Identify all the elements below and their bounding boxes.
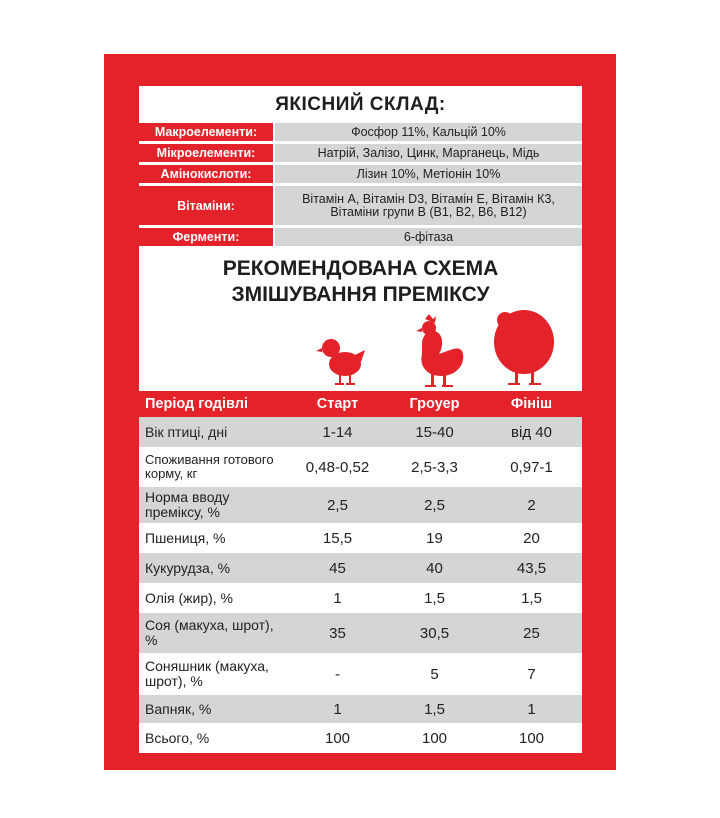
column-header-start: Старт [316,396,359,412]
content-panel [139,86,582,747]
composition-value: 6-фітаза [275,228,582,246]
row-label: Соняшник (макуха, шрот), % [145,658,269,689]
scheme-title-line1: РЕКОМЕНДОВАНА СХЕМА [222,257,499,280]
table-cell: - [335,665,340,683]
table-cell: 1,5 [424,589,445,607]
birds-illustration [139,304,582,390]
table-cell: 100 [421,729,448,747]
table-row [139,583,582,613]
hen-icon [416,314,463,387]
composition-row-enzymes [139,228,582,246]
table-row [139,487,582,523]
table-cell: 100 [324,729,351,747]
table-cell: 45 [329,559,346,577]
row-label: Пшениця, % [145,529,226,546]
row-label: Кукурудза, % [145,559,231,576]
table-row [139,553,582,583]
table-cell: 2 [527,496,536,514]
composition-label: Вітаміни: [139,186,273,225]
row-label: Норма вводу преміксу, % [145,489,230,520]
table-cell: 5 [430,665,439,683]
composition-value: Лізин 10%, Метіонін 10% [275,165,582,183]
composition-label: Амінокислоти: [139,165,273,183]
table-row [139,723,582,753]
row-label: Вапняк, % [145,700,212,717]
table-cell: 2,5 [424,496,445,514]
scheme-title-line2: ЗМІШУВАННЯ ПРЕМІКСУ [231,283,490,306]
table-row [139,653,582,695]
table-cell: 100 [518,729,545,747]
turkey-icon [494,310,554,385]
table-row [139,695,582,723]
row-label: Споживання готового корму, кг [145,452,274,481]
table-cell: 19 [426,529,443,547]
row-label: Олія (жир), % [145,589,234,606]
column-header-grower: Гроуер [409,396,460,412]
composition-title: ЯКІСНИЙ СКЛАД: [275,94,446,115]
composition-value: Натрій, Залізо, Цинк, Марганець, Мідь [275,144,582,162]
row-label: Всього, % [145,729,210,746]
table-cell: 2,5-3,3 [411,458,458,476]
table-cell: 1 [333,589,342,607]
table-cell: від 40 [511,423,552,441]
table-row [139,613,582,653]
table-cell: 15-40 [415,423,454,441]
composition-label: Мікроелементи: [139,144,273,162]
table-cell: 0,97-1 [510,458,553,476]
table-cell: 1,5 [521,589,542,607]
composition-row-micro [139,144,582,162]
composition-row-amino [139,165,582,183]
table-cell: 1,5 [424,700,445,718]
table-cell: 30,5 [419,624,450,642]
table-cell: 1 [527,700,536,718]
table-cell: 40 [426,559,443,577]
table-cell: 20 [523,529,540,547]
table-cell: 43,5 [516,559,547,577]
column-header-period: Період годівлі [145,395,248,412]
composition-value: Вітамін А, Вітамін D3, Вітамін Е, Вітамін К3, Вітаміни групи В (В1, В2, В6, В12) [275,186,582,225]
composition-row-macro [139,123,582,141]
table-cell: 7 [527,665,536,683]
table-row [139,447,582,487]
mixing-table [139,391,582,753]
column-header-finish: Фініш [510,396,553,412]
scheme-title [139,256,582,308]
table-cell: 15,5 [322,529,353,547]
chick-icon [316,339,365,385]
table-cell: 35 [329,624,346,642]
table-cell: 25 [523,624,540,642]
table-cell: 2,5 [327,496,348,514]
table-row [139,523,582,553]
table-cell: 1 [333,700,342,718]
composition-label: Макроелементи: [139,123,273,141]
composition-label: Ферменти: [139,228,273,246]
table-row [139,417,582,447]
composition-row-vitamins [139,186,582,225]
row-label: Соя (макуха, шрот), % [145,617,274,648]
table-cell: 0,48-0,52 [305,458,370,476]
row-label: Вік птиці, дні [145,423,228,440]
table-header-row [139,391,582,417]
composition-value: Фосфор 11%, Кальцій 10% [275,123,582,141]
table-cell: 1-14 [322,423,353,441]
